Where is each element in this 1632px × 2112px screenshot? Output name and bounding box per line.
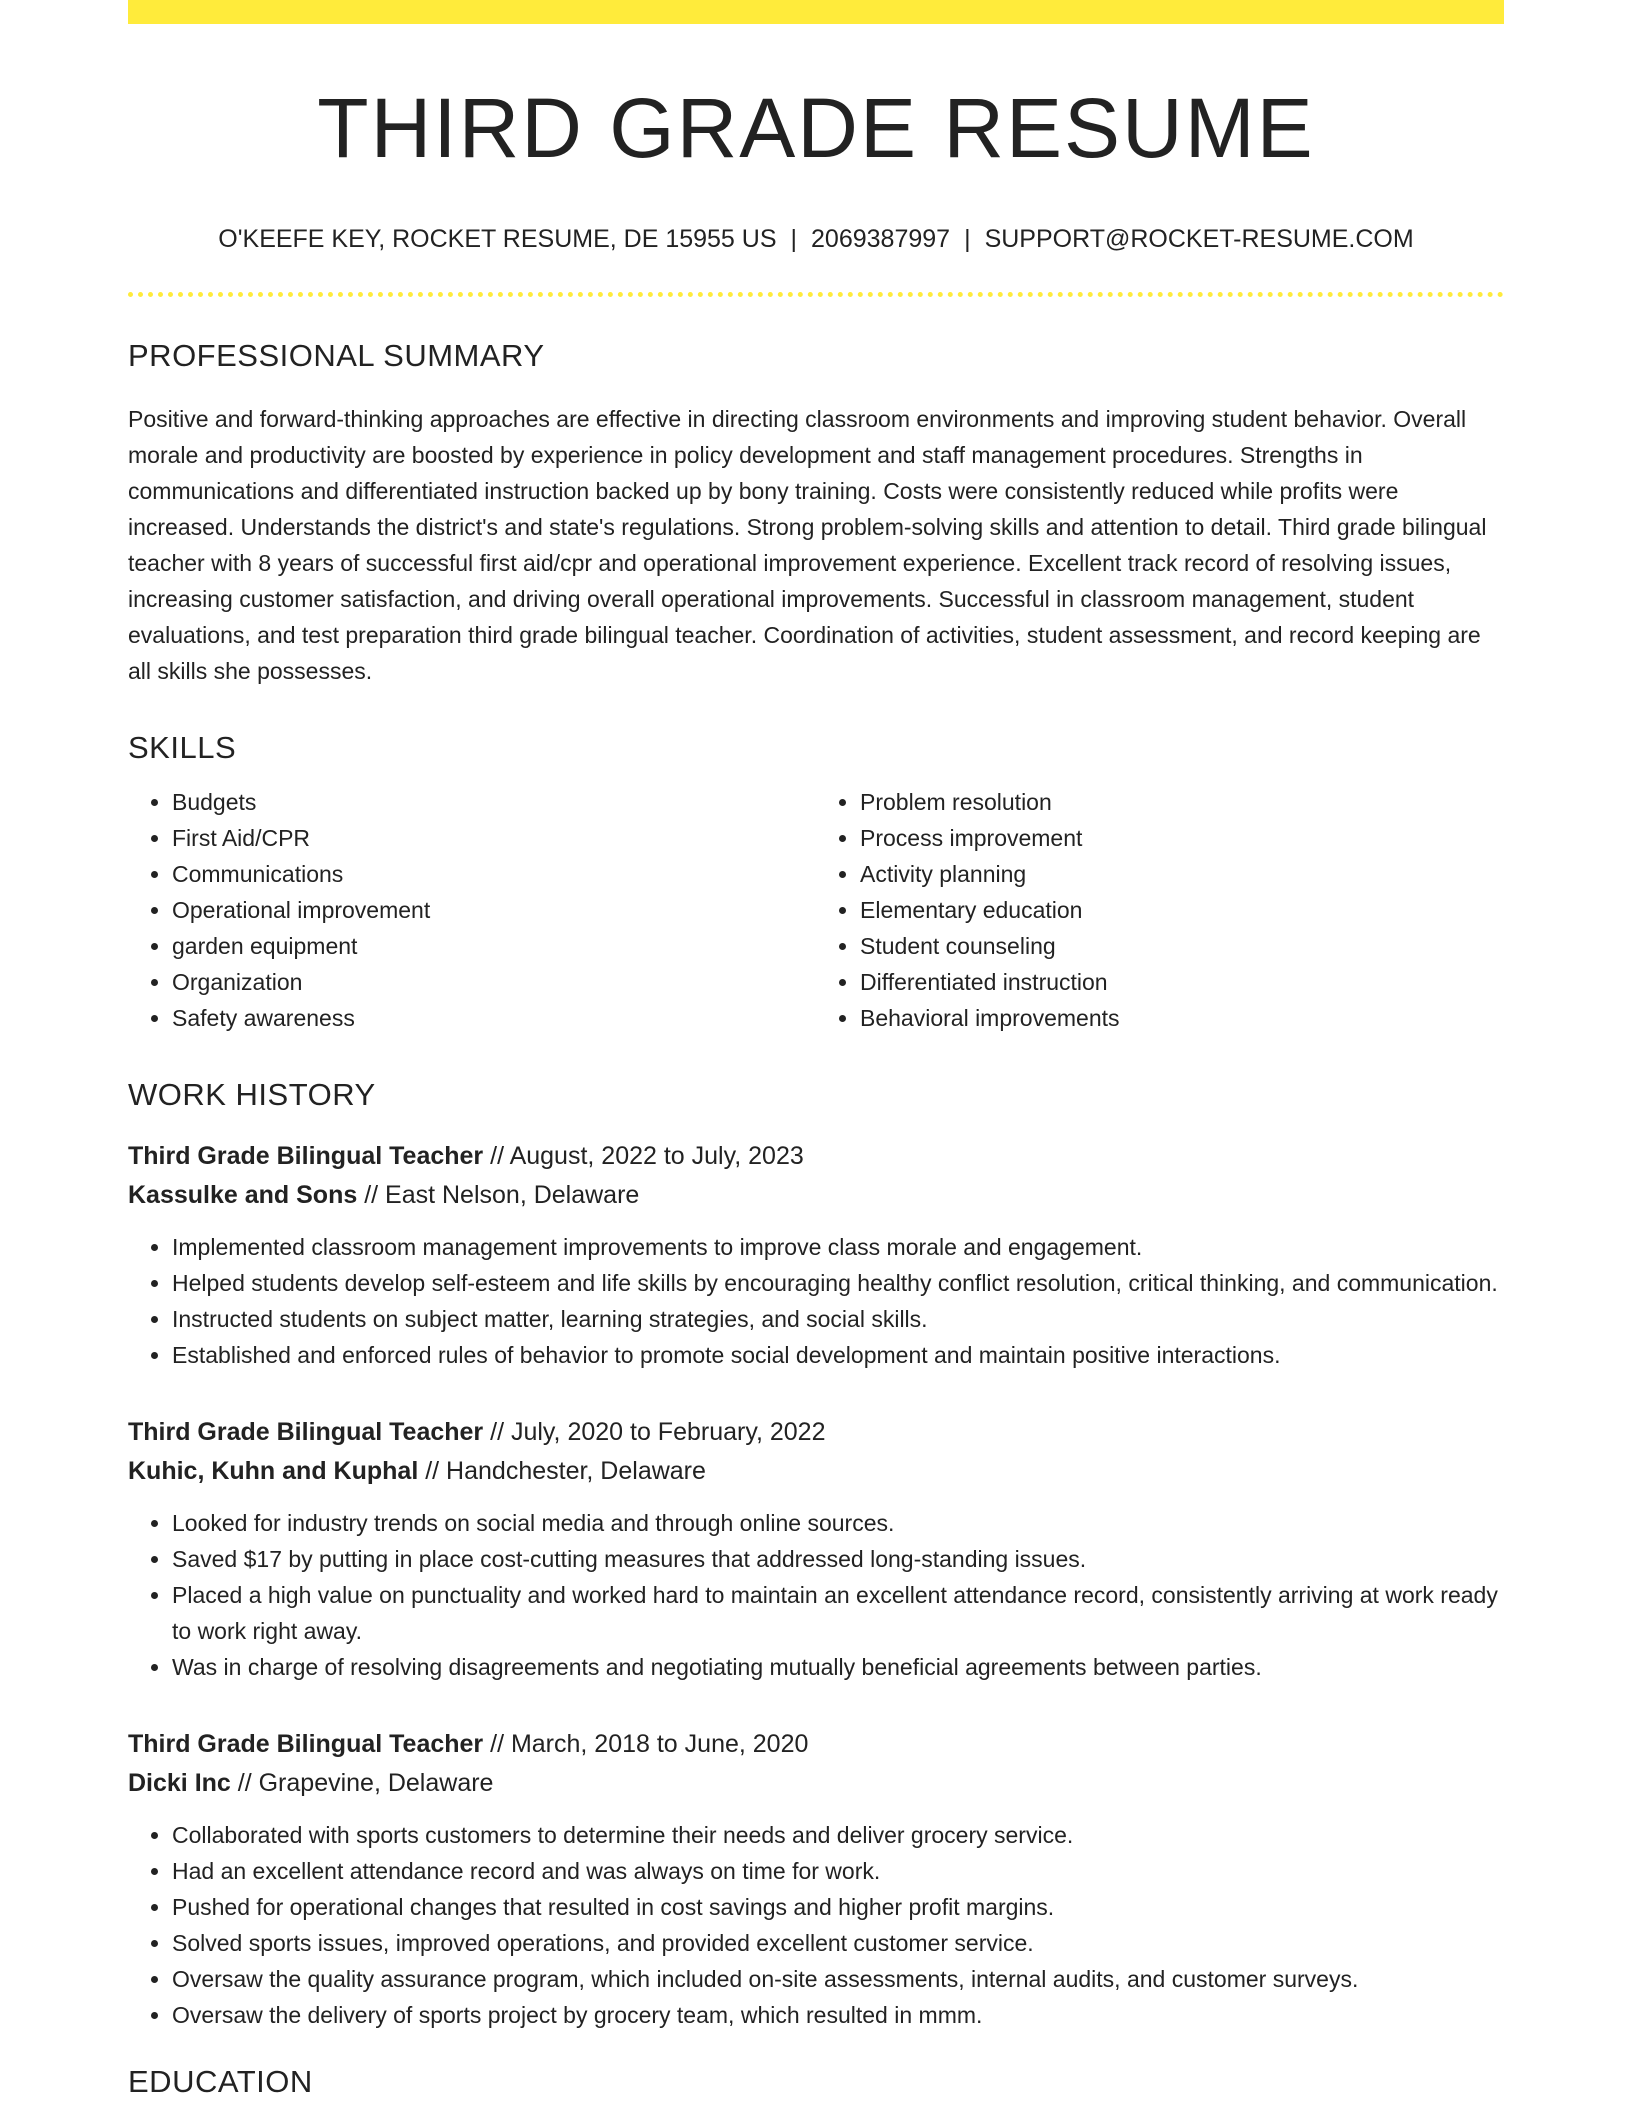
skill-item: • Process improvement (860, 820, 1504, 856)
job-company: Dicki Inc (128, 1768, 231, 1797)
skill-item: • Safety awareness (172, 1000, 816, 1036)
skills-column-left (128, 784, 816, 1036)
job-bullet: • Established and enforced rules of behavior to promote social development and maintain positive interactions. (172, 1337, 1504, 1373)
job-dates: // March, 2018 to June, 2020 (483, 1729, 809, 1758)
resume-title: THIRD GRADE RESUME (317, 81, 1315, 175)
job-entry (128, 1725, 1504, 2033)
job-company: Kuhic, Kuhn and Kuphal (128, 1456, 419, 1485)
skills-heading: SKILLS (128, 729, 237, 765)
job-bullet: • Implemented classroom management improvements to improve class morale and engagement. (172, 1229, 1504, 1265)
skills-column-right (816, 784, 1504, 1036)
job-bullets (128, 1505, 1504, 1685)
summary-text: Positive and forward-thinking approaches are effective in directing classroom environments and improving student behavior. Overall morale and productivity are boosted by experience in policy development and staff management procedures. Strengths in communications and differentiated instruction backed up by bony training. Costs were consistently reduced while profits were increased. Understands the district's and state's regulations. Strong problem-solving skills and attention to detail. Third grade bilingual teacher with 8 years of successful first aid/cpr and operational improvement experience. Excellent track record of resolving issues, increasing customer satisfaction, and driving overall operational improvements. Successful in classroom management, student evaluations, and test preparation third grade bilingual teacher. Coordination of activities, student assessment, and record keeping are all skills she possesses. (128, 405, 1487, 684)
job-role: Third Grade Bilingual Teacher (128, 1417, 484, 1446)
top-accent-bar (128, 0, 1504, 24)
job-role-line (128, 1137, 1504, 1176)
contact-email: SUPPORT@ROCKET-RESUME.COM (984, 225, 1414, 254)
skill-item: • Behavioral improvements (860, 1000, 1504, 1036)
job-role: Third Grade Bilingual Teacher (128, 1141, 484, 1170)
job-company-line (128, 1452, 1504, 1491)
job-location: // Grapevine, Delaware (230, 1768, 494, 1797)
skill-item: • garden equipment (172, 928, 816, 964)
job-bullet: • Solved sports issues, improved operations, and provided excellent customer service. (172, 1925, 1504, 1961)
skill-item: • Differentiated instruction (860, 964, 1504, 1000)
skill-item: • Organization (172, 964, 816, 1000)
job-dates: // July, 2020 to February, 2022 (483, 1417, 826, 1446)
skill-item: • First Aid/CPR (172, 820, 816, 856)
job-bullet: • Oversaw the quality assurance program, which included on-site assessments, internal audits, and customer surveys. (172, 1961, 1504, 1997)
job-role-line (128, 1725, 1504, 1764)
job-bullet: • Had an excellent attendance record and was always on time for work. (172, 1853, 1504, 1889)
resume-page (128, 0, 1504, 2100)
contact-phone: 2069387997 (811, 225, 951, 254)
job-bullet: • Collaborated with sports customers to determine their needs and deliver grocery service. (172, 1817, 1504, 1853)
job-company: Kassulke and Sons (128, 1180, 358, 1209)
job-dates: // August, 2022 to July, 2023 (483, 1141, 804, 1170)
skill-item: • Operational improvement (172, 892, 816, 928)
job-role: Third Grade Bilingual Teacher (128, 1729, 484, 1758)
skill-item: • Communications (172, 856, 816, 892)
job-bullet: • Placed a high value on punctuality and worked hard to maintain an excellent attendance record, consistently arriving at work ready to work right away. (172, 1577, 1504, 1649)
job-bullets (128, 1229, 1504, 1373)
job-bullet: • Instructed students on subject matter, learning strategies, and social skills. (172, 1301, 1504, 1337)
skill-item: • Student counseling (860, 928, 1504, 964)
work-history-heading: WORK HISTORY (128, 1076, 376, 1112)
skill-item: • Budgets (172, 784, 816, 820)
job-entry (128, 1137, 1504, 1373)
job-company-line (128, 1764, 1504, 1803)
contact-address: O'KEEFE KEY, ROCKET RESUME, DE 15955 US (218, 225, 777, 254)
job-bullet: • Pushed for operational changes that resulted in cost savings and higher profit margins. (172, 1889, 1504, 1925)
job-location: // Handchester, Delaware (418, 1456, 706, 1485)
job-bullets (128, 1817, 1504, 2033)
job-bullet: • Oversaw the delivery of sports project by grocery team, which resulted in mmm. (172, 1997, 1504, 2033)
job-entry (128, 1413, 1504, 1685)
contact-separator: | (964, 225, 971, 254)
job-bullet: • Looked for industry trends on social media and through online sources. (172, 1505, 1504, 1541)
skills-list (128, 784, 1504, 1036)
skill-item: • Problem resolution (860, 784, 1504, 820)
job-role-line (128, 1413, 1504, 1452)
education-heading: EDUCATION (128, 2063, 313, 2099)
skill-item: • Activity planning (860, 856, 1504, 892)
job-bullet: • Was in charge of resolving disagreements and negotiating mutually beneficial agreements between parties. (172, 1649, 1504, 1685)
summary-heading: PROFESSIONAL SUMMARY (128, 338, 545, 374)
job-company-line (128, 1176, 1504, 1215)
job-location: // East Nelson, Delaware (357, 1180, 640, 1209)
dotted-divider (128, 292, 1504, 297)
contact-separator: | (790, 225, 798, 254)
skill-item: • Elementary education (860, 892, 1504, 928)
job-bullet: • Helped students develop self-esteem and life skills by encouraging healthy conflict resolution, critical thinking, and communication. (172, 1265, 1504, 1301)
contact-line (128, 224, 1504, 254)
job-bullet: • Saved $17 by putting in place cost-cutting measures that addressed long-standing issues. (172, 1541, 1504, 1577)
